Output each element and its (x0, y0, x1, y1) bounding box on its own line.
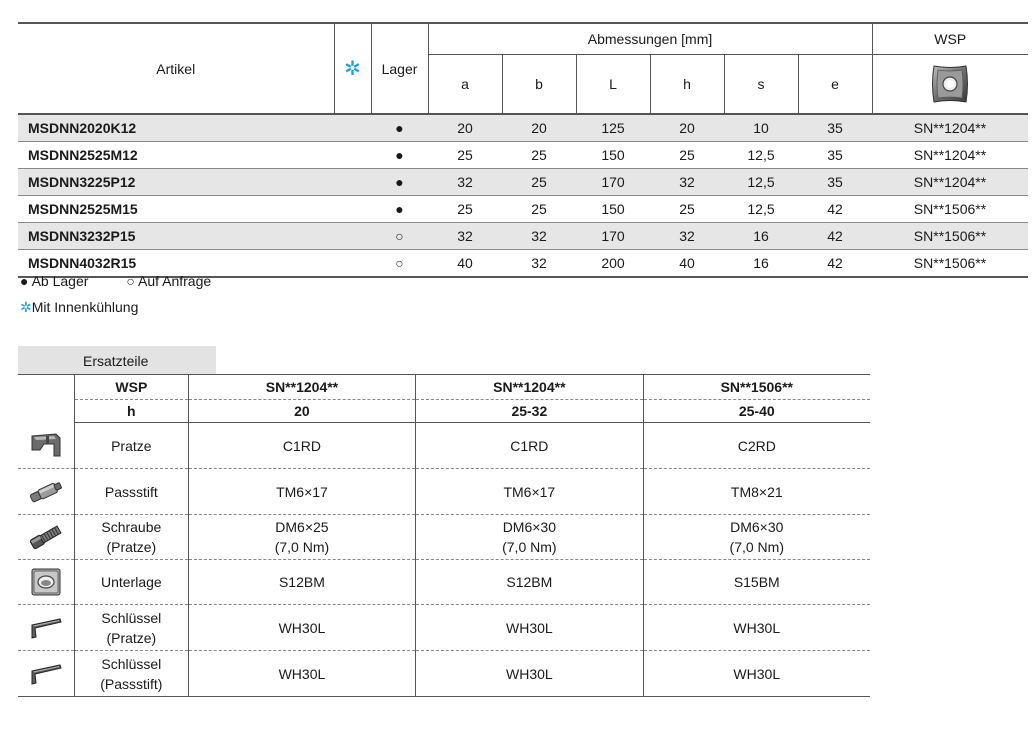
wsp-value: SN**1506** (643, 375, 870, 400)
part-icon-cell (18, 423, 74, 469)
part-value: S15BM (643, 560, 870, 605)
table-row (18, 169, 1028, 196)
part-name: Pratze (74, 423, 188, 469)
dim-h-value: 25 (650, 142, 724, 169)
cooling-cell (334, 169, 371, 196)
part-name-line1: Schraube (101, 519, 162, 535)
dim-L-value: 150 (576, 196, 650, 223)
article-number: MSDNN2020K12 (18, 114, 334, 142)
dim-h-value: 32 (650, 223, 724, 250)
part-name-line2: (Pratze) (106, 629, 157, 646)
stock-indicator: ● (371, 114, 428, 142)
part-name (74, 605, 188, 651)
dim-a-value: 20 (428, 114, 502, 142)
spare-part-row (18, 515, 870, 560)
header-abmessungen: Abmessungen [mm] (428, 23, 872, 55)
article-number: MSDNN3225P12 (18, 169, 334, 196)
stock-indicator: ● (371, 169, 428, 196)
dim-s-value: 12,5 (724, 142, 798, 169)
wsp-value: SN**1204** (188, 375, 415, 400)
part-icon-cell (18, 651, 74, 697)
part-value-line2: (7,0 Nm) (274, 539, 330, 555)
legend-stock (20, 273, 211, 289)
part-value: WH30L (416, 651, 643, 697)
clamp-icon (26, 436, 66, 452)
article-number: MSDNN4032R15 (18, 250, 334, 278)
dim-e-value: 42 (798, 223, 872, 250)
dim-a-value: 40 (428, 250, 502, 278)
dim-L-value: 170 (576, 223, 650, 250)
pin-icon (26, 482, 66, 498)
dim-a-value: 32 (428, 223, 502, 250)
dim-b-value: 25 (502, 142, 576, 169)
insert-designation: SN**1204** (872, 169, 1028, 196)
dim-b-value: 32 (502, 223, 576, 250)
part-icon-cell (18, 469, 74, 515)
part-value: S12BM (188, 560, 415, 605)
header-dim-a: a (428, 55, 502, 115)
part-value-line1: DM6×30 (502, 519, 556, 535)
dim-e-value: 35 (798, 169, 872, 196)
dim-h-value: 20 (650, 114, 724, 142)
table-row (18, 114, 1028, 142)
header-lager: Lager (371, 23, 428, 114)
part-value: WH30L (188, 605, 415, 651)
dim-e-value: 42 (798, 250, 872, 278)
part-value: WH30L (643, 651, 870, 697)
dim-s-value: 12,5 (724, 169, 798, 196)
header-wsp: WSP (872, 23, 1028, 55)
part-value: C1RD (188, 423, 415, 469)
stock-indicator: ● (371, 142, 428, 169)
dim-a-value: 25 (428, 142, 502, 169)
dim-L-value: 170 (576, 169, 650, 196)
header-artikel: Artikel (18, 23, 334, 114)
part-value: TM8×21 (643, 469, 870, 515)
part-value-line1: DM6×30 (730, 519, 784, 535)
part-name: Passstift (74, 469, 188, 515)
part-icon-cell (18, 515, 74, 560)
part-name-line1: Schlüssel (101, 609, 162, 626)
part-value (416, 515, 643, 560)
dim-h-value: 25 (650, 196, 724, 223)
legend-cooling (20, 299, 138, 316)
part-value: C2RD (643, 423, 870, 469)
dim-b-value: 25 (502, 169, 576, 196)
part-value (188, 515, 415, 560)
part-value (643, 515, 870, 560)
dim-h-value: 32 (650, 169, 724, 196)
cooling-cell (334, 250, 371, 278)
part-value: WH30L (416, 605, 643, 651)
header-dim-b: b (502, 55, 576, 115)
dim-L-value: 150 (576, 142, 650, 169)
part-icon-cell (18, 560, 74, 605)
part-name (74, 651, 188, 697)
dim-e-value: 42 (798, 196, 872, 223)
part-name-line2: (Pratze) (106, 539, 157, 555)
legend-auf-anfrage: ○ Auf Anfrage (126, 273, 212, 289)
key-icon (26, 618, 66, 634)
legend-ab-lager: ● Ab Lager (20, 273, 89, 289)
header-innenkuehlung (334, 23, 371, 114)
dim-s-value: 16 (724, 223, 798, 250)
dim-b-value: 20 (502, 114, 576, 142)
part-value: WH30L (188, 651, 415, 697)
part-value-line2: (7,0 Nm) (502, 539, 557, 555)
wsp-label: WSP (74, 375, 188, 400)
spare-part-row (18, 651, 870, 697)
part-value: C1RD (416, 423, 643, 469)
dim-h-value: 40 (650, 250, 724, 278)
dim-e-value: 35 (798, 114, 872, 142)
part-name-line2: (Passstift) (100, 675, 163, 692)
insert-designation: SN**1506** (872, 250, 1028, 278)
icon-header-cell (18, 375, 74, 423)
part-value-line2: (7,0 Nm) (729, 539, 784, 555)
spare-part-row (18, 423, 870, 469)
header-dim-s: s (724, 55, 798, 115)
h-value: 25-32 (416, 400, 643, 423)
cooling-cell (334, 114, 371, 142)
key-icon (26, 664, 66, 680)
wsp-value: SN**1204** (416, 375, 643, 400)
part-value: TM6×17 (416, 469, 643, 515)
part-value: TM6×17 (188, 469, 415, 515)
cooling-cell (334, 196, 371, 223)
h-value: 20 (188, 400, 415, 423)
stock-indicator: ● (371, 196, 428, 223)
stock-indicator: ○ (371, 223, 428, 250)
h-value: 25-40 (643, 400, 870, 423)
dim-s-value: 12,5 (724, 196, 798, 223)
cooling-cell (334, 142, 371, 169)
snowflake-icon: ✲ (20, 299, 32, 315)
header-dim-h: h (650, 55, 724, 115)
insert-image-cell (872, 55, 1028, 115)
insert-designation: SN**1506** (872, 196, 1028, 223)
h-label: h (74, 400, 188, 423)
shim-icon (29, 573, 63, 589)
part-name-line1: Schlüssel (101, 655, 162, 672)
spare-part-row (18, 560, 870, 605)
article-table (18, 22, 1028, 278)
spare-part-row (18, 469, 870, 515)
cooling-cell (334, 223, 371, 250)
part-value-line1: DM6×25 (275, 519, 329, 535)
part-icon-cell (18, 605, 74, 651)
header-dim-e: e (798, 55, 872, 115)
spare-part-row (18, 605, 870, 651)
insert-designation: SN**1204** (872, 142, 1028, 169)
dim-a-value: 32 (428, 169, 502, 196)
dim-L-value: 125 (576, 114, 650, 142)
part-name (74, 515, 188, 560)
dim-s-value: 10 (724, 114, 798, 142)
table-row (18, 196, 1028, 223)
spare-parts-table (18, 374, 870, 697)
stock-indicator: ○ (371, 250, 428, 278)
part-value: WH30L (643, 605, 870, 651)
header-dim-L: L (576, 55, 650, 115)
insert-designation: SN**1506** (872, 223, 1028, 250)
table-row (18, 223, 1028, 250)
article-number: MSDNN3232P15 (18, 223, 334, 250)
article-number: MSDNN2525M12 (18, 142, 334, 169)
legend-innenkuehlung: Mit Innenkühlung (31, 299, 139, 315)
dim-b-value: 25 (502, 196, 576, 223)
article-number: MSDNN2525M15 (18, 196, 334, 223)
dim-L-value: 200 (576, 250, 650, 278)
dim-a-value: 25 (428, 196, 502, 223)
table-row (18, 142, 1028, 169)
dim-s-value: 16 (724, 250, 798, 278)
spare-parts-title: Ersatzteile (18, 346, 216, 374)
indexable-insert-icon (928, 62, 972, 106)
part-value: S12BM (416, 560, 643, 605)
screw-icon (26, 528, 66, 544)
part-name: Unterlage (74, 560, 188, 605)
insert-designation: SN**1204** (872, 114, 1028, 142)
snowflake-icon: ✲ (344, 58, 361, 80)
dim-e-value: 35 (798, 142, 872, 169)
dim-b-value: 32 (502, 250, 576, 278)
